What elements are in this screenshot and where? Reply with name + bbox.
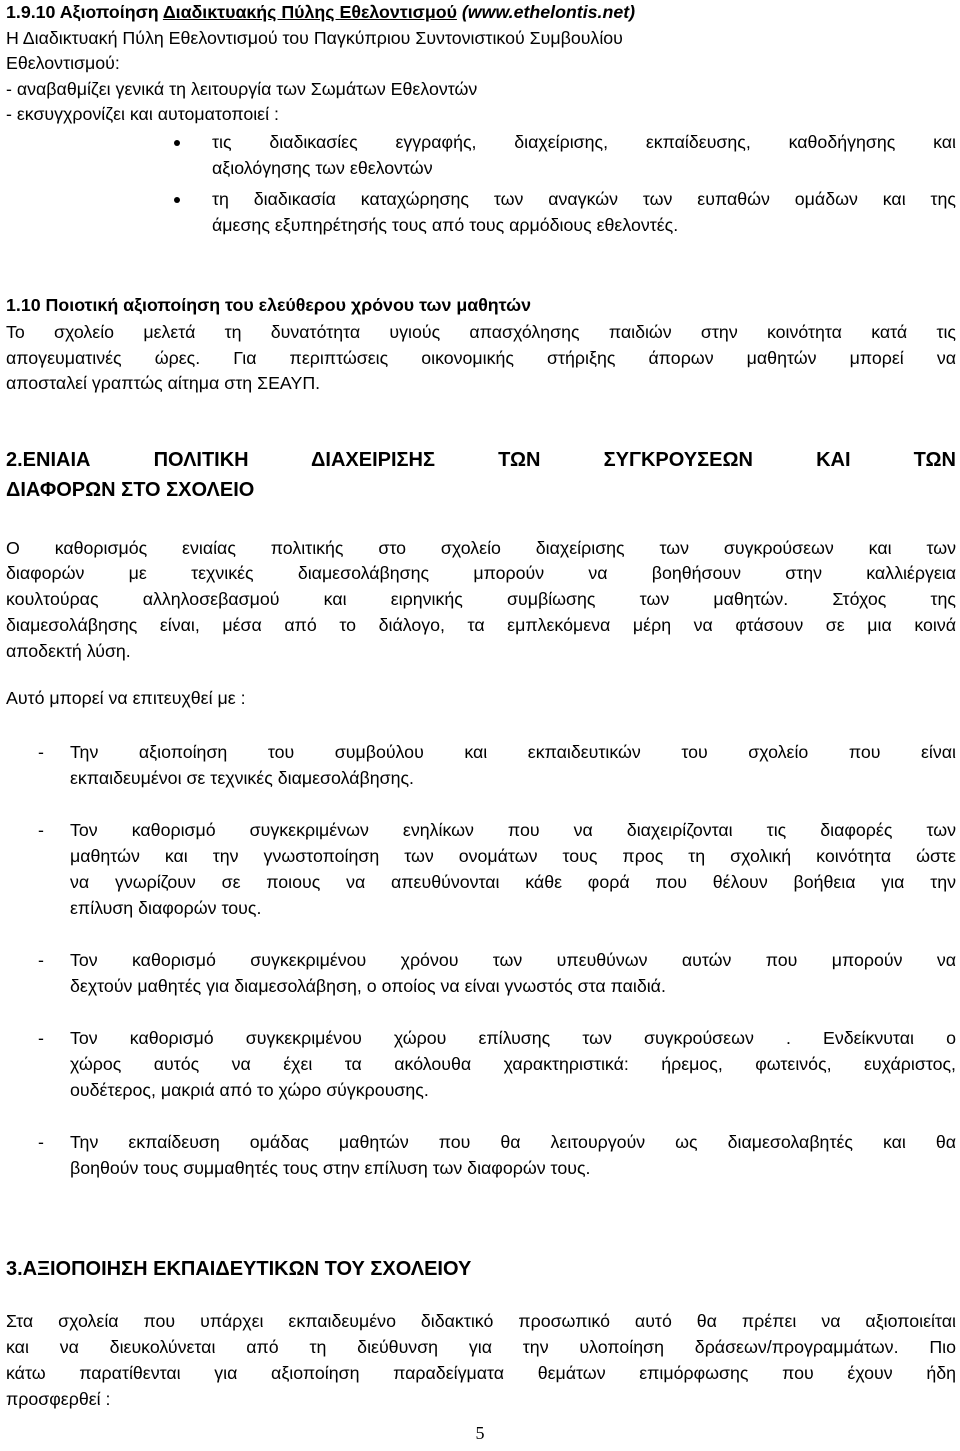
list-item-line: χώρος αυτός να έχει τα ακόλουθα χαρακτηριστικά: ήρεμος, φωτεινός, ευχάριστος, <box>70 1054 956 1074</box>
section-heading-2: 2.ΕΝΙΑΙΑ ΠΟΛΙΤΙΚΗ ΔΙΑΧΕΙΡΙΣΗΣ ΤΩΝ ΣΥΓΚΡΟΥΣΕΩΝ ΚΑΙ ΤΩΝ <box>6 449 956 471</box>
dash-item: - εκσυγχρονίζει και αυτοματοποιεί : <box>6 104 279 124</box>
list-item-line: επίλυση διαφορών τους. <box>70 898 262 918</box>
dash-marker: - <box>38 1132 44 1152</box>
dash-marker: - <box>38 1028 44 1048</box>
paragraph-line: απογευματινές ώρες. Για περιπτώσεις οικονομικής στήριξης άπορων μαθητών μπορεί να <box>6 348 956 368</box>
paragraph-line: αποσταλεί γραπτώς αίτημα στη ΣΕΑΥΠ. <box>6 373 321 393</box>
list-item-line: Τον καθορισμό συγκεκριμένων ενηλίκων που να διαχειρίζονται τις διαφορές των <box>70 820 956 840</box>
list-item-line: εκπαιδευμένοι σε τεχνικές διαμεσολάβησης. <box>70 768 414 788</box>
intro-line: Η Διαδικτυακή Πύλη Εθελοντισμού του Παγκύπριου Συντονιστικού Συμβουλίου <box>6 28 623 48</box>
paragraph-line: Το σχολείο μελετά τη δυνατότητα υγιούς απασχόλησης παιδιών στην κοινότητα κατά τις <box>6 322 956 342</box>
section-heading-2-cont: ΔΙΑΦΟΡΩΝ ΣΤΟ ΣΧΟΛΕΙΟ <box>6 479 255 501</box>
list-item-line: Τον καθορισμό συγκεκριμένου χρόνου των υπευθύνων αυτών που μπορούν να <box>70 950 956 970</box>
bullet-icon <box>174 197 180 203</box>
bullet-line: άμεσης εξυπηρέτησής τους από τους αρμόδιους εθελοντές. <box>212 215 679 235</box>
list-item-line: Την εκπαίδευση ομάδας μαθητών που θα λειτουργούν ως διαμεσολαβητές και θα <box>70 1132 956 1152</box>
list-item-line: βοηθούν τους συμμαθητές τους στην επίλυση των διαφορών τους. <box>70 1158 591 1178</box>
paragraph-line: αποδεκτή λύση. <box>6 641 131 661</box>
dash-marker: - <box>38 820 44 840</box>
paragraph-line: προσφερθεί : <box>6 1389 111 1409</box>
paragraph-line: κουλτούρας αλληλοσεβασμού και ειρηνικής συμβίωσης των μαθητών. Στόχος της <box>6 589 956 609</box>
heading-prefix: 1.9.10 Αξιοποίηση <box>6 2 163 22</box>
section-heading-1-10: 1.10 Ποιοτική αξιοποίηση του ελεύθερου χρόνου των μαθητών <box>6 295 532 315</box>
paragraph-line: Αυτό μπορεί να επιτευχθεί με : <box>6 688 246 708</box>
list-item-line: Τον καθορισμό συγκεκριμένου χώρου επίλυσης των συγκρούσεων . Ενδείκνυται ο <box>70 1028 956 1048</box>
list-item-line: να γνωρίζουν σε ποιους να απευθύνονται κάθε φορά που θέλουν βοήθεια για την <box>70 872 956 892</box>
list-item-line: Την αξιοποίηση του συμβούλου και εκπαιδευτικών του σχολείο που είναι <box>70 742 956 762</box>
section-heading-3: 3.ΑΞΙΟΠΟΙΗΣΗ ΕΚΠΑΙΔΕΥΤΙΚΩΝ ΤΟΥ ΣΧΟΛΕΙΟΥ <box>6 1258 472 1280</box>
paragraph-line: διαφορών με τεχνικές διαμεσολάβησης μπορούν να βοηθήσουν στην καλλιέργεια <box>6 563 956 583</box>
list-item-line: μαθητών και την γνωστοποίηση των ονομάτων τους προς τη σχολική κοινότητα ώστε <box>70 846 956 866</box>
dash-marker: - <box>38 950 44 970</box>
bullet-line: αξιολόγησης των εθελοντών <box>212 158 433 178</box>
section-heading-1-9-10 <box>6 0 635 25</box>
page-number: 5 <box>475 1423 485 1443</box>
paragraph-line: Ο καθορισμός ενιαίας πολιτικής στο σχολείο διαχείρισης των συγκρούσεων και των <box>6 538 956 558</box>
heading-underlined: Διαδικτυακής Πύλης Εθελοντισμού <box>162 2 457 22</box>
bullet-icon <box>174 140 180 146</box>
paragraph-line: κάτω παρατίθενται για αξιοποίηση παραδείγματα θεμάτων επιμόρφωσης που έχουν ήδη <box>6 1363 956 1383</box>
heading-url: (www.ethelontis.net) <box>456 2 636 22</box>
bullet-line: τις διαδικασίες εγγραφής, διαχείρισης, εκπαίδευσης, καθοδήγησης και <box>212 132 956 152</box>
paragraph-line: Στα σχολεία που υπάρχει εκπαιδευμένο διδακτικό προσωπικό αυτό θα πρέπει να αξιοποιείται <box>6 1311 956 1331</box>
list-item-line: ουδέτερος, μακριά από το χώρο σύγκρουσης. <box>70 1080 429 1100</box>
bullet-line: τη διαδικασία καταχώρησης των αναγκών των ευπαθών ομάδων και της <box>212 189 956 209</box>
paragraph-line: και να διευκολύνεται από τη διεύθυνση για την υλοποίηση δράσεων/προγραμμάτων. Πιο <box>6 1337 956 1357</box>
paragraph-line: διαμεσολάβησης είναι, μέσα από το διάλογο, τα εμπλεκόμενα μέρη να φτάσουν σε μια κοινά <box>6 615 956 635</box>
intro-line: Εθελοντισμού: <box>6 53 120 73</box>
dash-item: - αναβαθμίζει γενικά τη λειτουργία των Σωμάτων Εθελοντών <box>6 79 478 99</box>
dash-marker: - <box>38 742 44 762</box>
list-item-line: δεχτούν μαθητές για διαμεσολάβηση, ο οποίος να είναι γνωστός στα παιδιά. <box>70 976 666 996</box>
